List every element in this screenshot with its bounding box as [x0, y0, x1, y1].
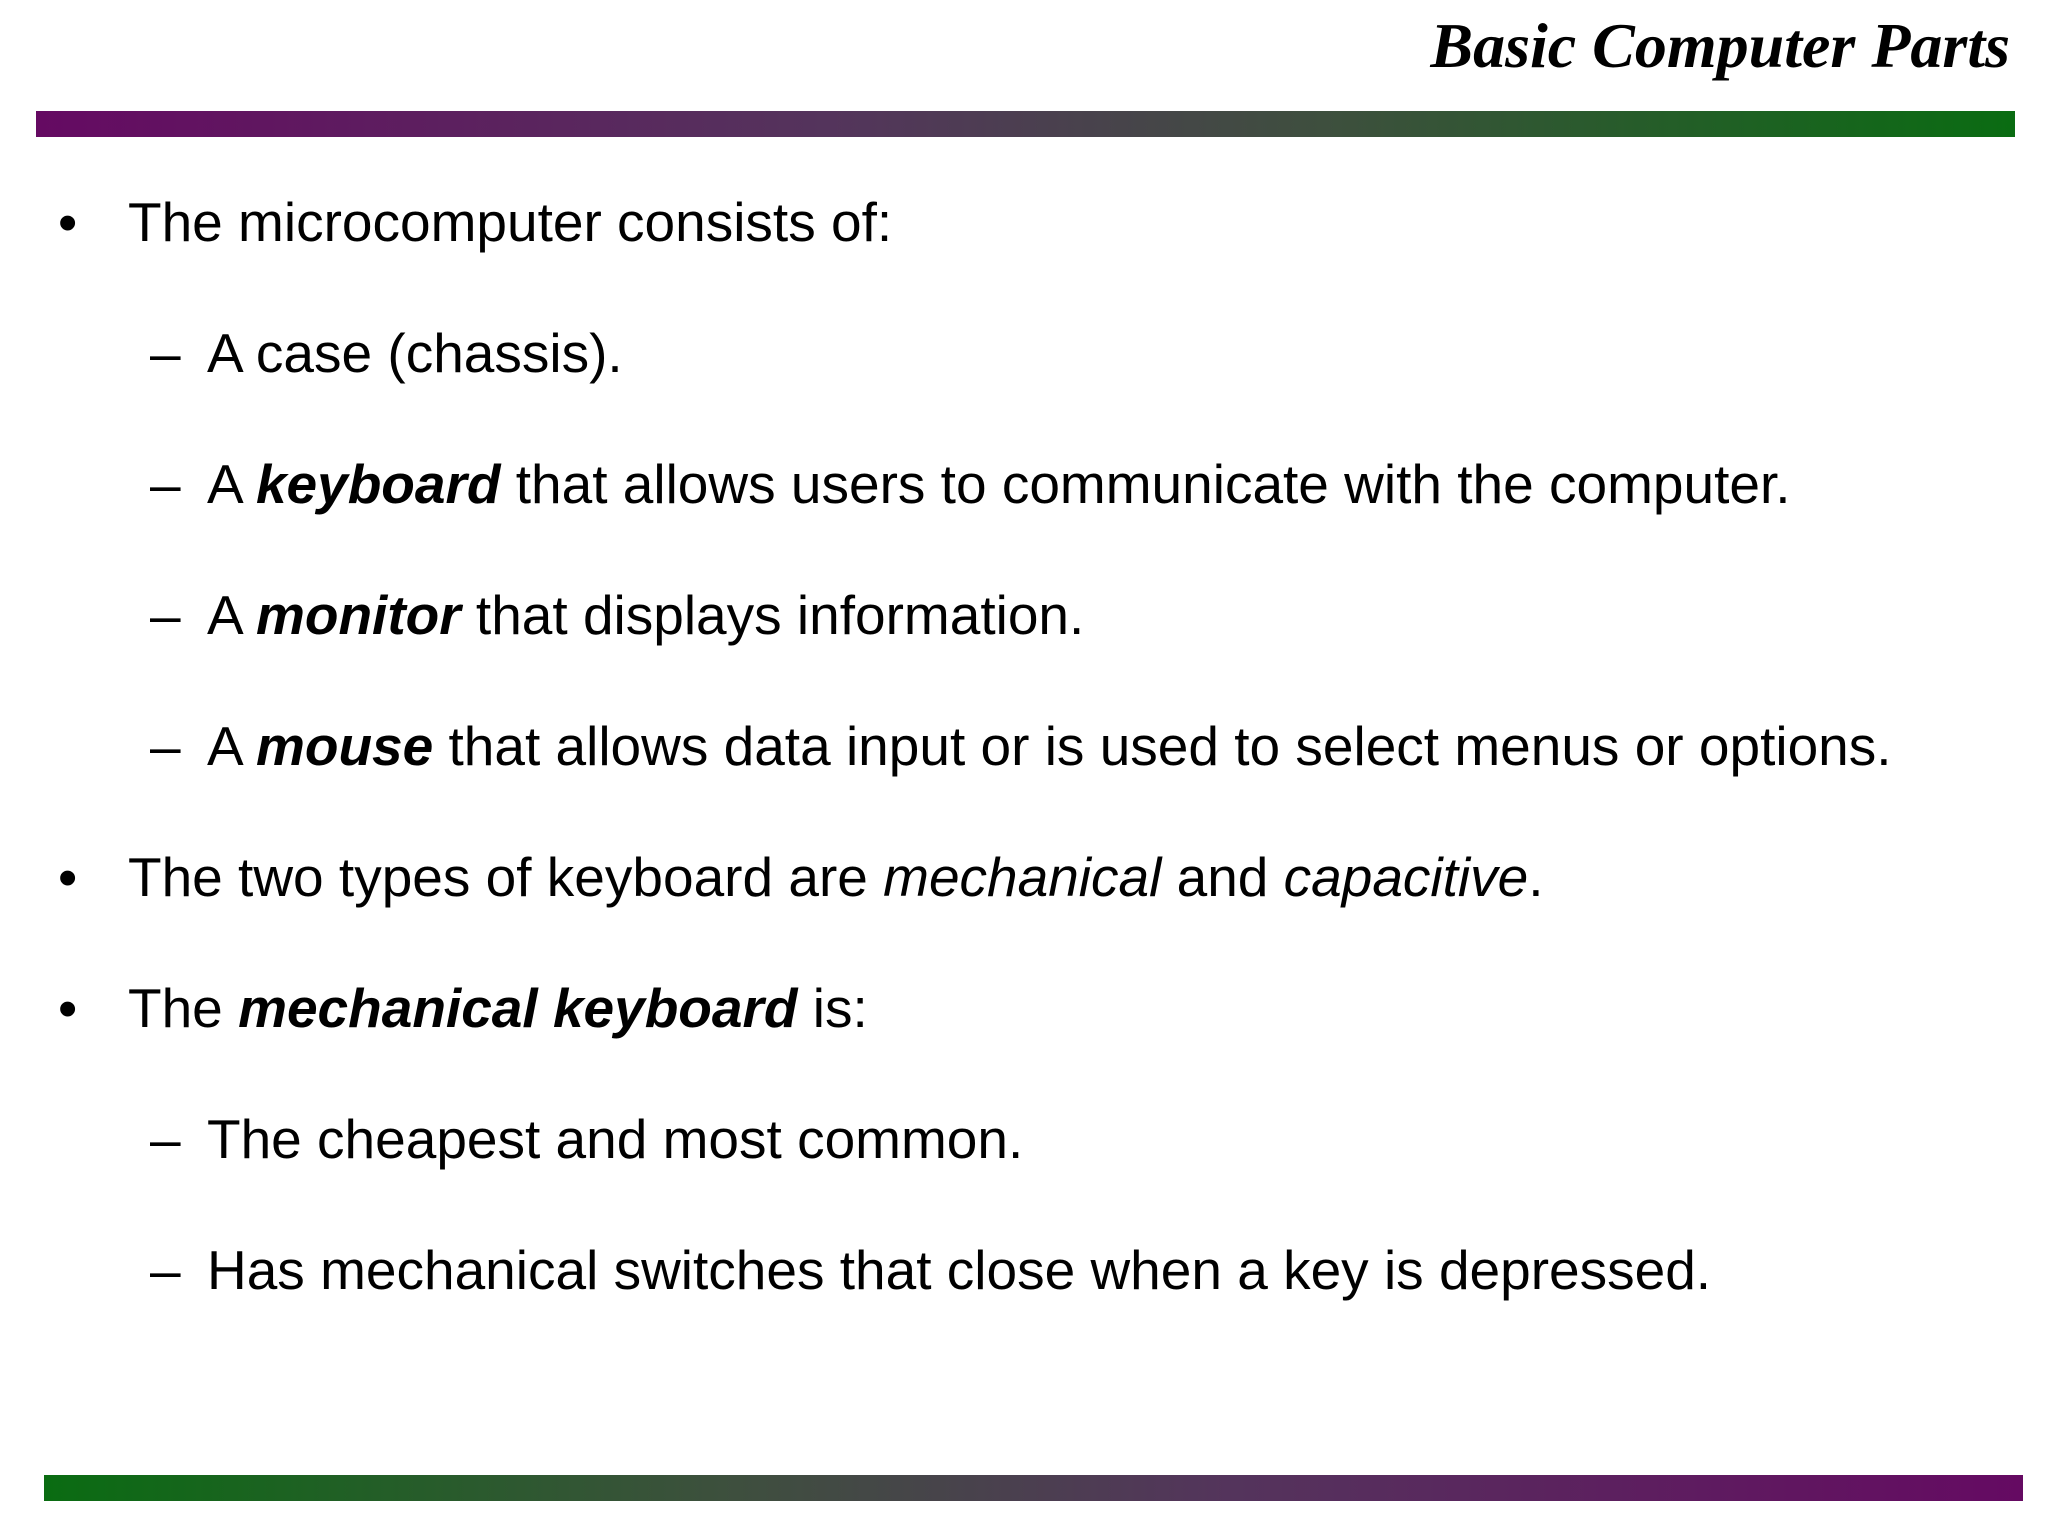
bullet-item-keyboard-types — [58, 844, 1544, 910]
sub-item-mouse — [150, 713, 1892, 779]
bullet-item-microcomputer — [58, 189, 893, 255]
item-emphasis: keyboard — [255, 453, 501, 515]
item-suffix: that displays information. — [460, 584, 1085, 646]
sub-item-case — [150, 320, 623, 386]
item-emphasis-capacitive: capacitive — [1283, 846, 1529, 908]
item-text: The microcomputer consists of: — [128, 191, 893, 253]
item-emphasis: mechanical keyboard — [238, 977, 798, 1039]
item-prefix: A — [207, 453, 256, 515]
item-middle: and — [1161, 846, 1284, 908]
item-suffix: . — [1528, 846, 1544, 908]
sub-item-cheapest — [150, 1106, 1024, 1172]
dash-marker: – — [150, 715, 181, 777]
item-suffix: that allows data input or is used to select menus or options. — [433, 715, 1892, 777]
sub-item-switches — [150, 1237, 1712, 1303]
slide-title: Basic Computer Parts — [1430, 10, 2010, 81]
item-emphasis: mouse — [255, 715, 434, 777]
bullet-marker: • — [58, 191, 78, 253]
bullet-item-mechanical-keyboard — [58, 975, 868, 1041]
sub-item-monitor — [150, 582, 1085, 648]
item-prefix: A — [207, 715, 256, 777]
item-text: The cheapest and most common. — [207, 1108, 1024, 1170]
bullet-marker: • — [58, 846, 78, 908]
sub-item-keyboard — [150, 451, 1791, 517]
dash-marker: – — [150, 322, 181, 384]
dash-marker: – — [150, 453, 181, 515]
dash-marker: – — [150, 1108, 181, 1170]
bullet-marker: • — [58, 977, 78, 1039]
item-text: Has mechanical switches that close when a key is depressed. — [207, 1239, 1712, 1301]
bottom-gradient-bar — [44, 1475, 2023, 1501]
dash-marker: – — [150, 584, 181, 646]
item-emphasis-mechanical: mechanical — [883, 846, 1162, 908]
dash-marker: – — [150, 1239, 181, 1301]
item-emphasis: monitor — [255, 584, 461, 646]
item-suffix: is: — [797, 977, 868, 1039]
item-text: A case (chassis). — [207, 322, 623, 384]
item-prefix: The — [128, 977, 239, 1039]
item-prefix: The two types of keyboard are — [128, 846, 884, 908]
item-prefix: A — [207, 584, 256, 646]
item-suffix: that allows users to communicate with the computer. — [500, 453, 1791, 515]
